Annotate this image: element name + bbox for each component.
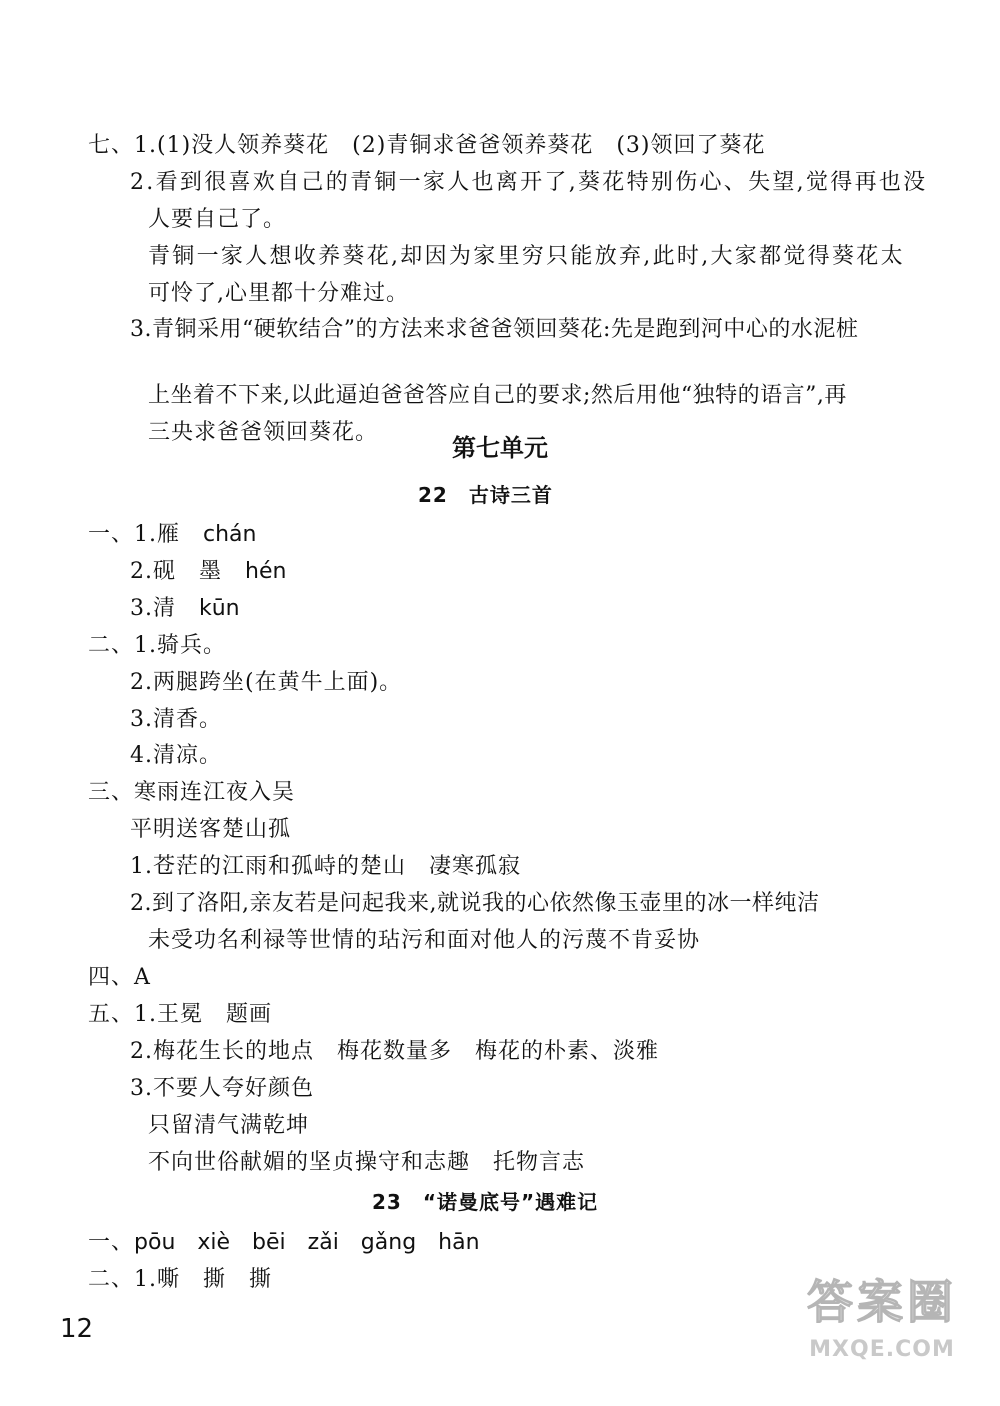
answer-22-3-2: 2.到了洛阳,亲友若是问起我来,就说我的心依然像玉壶里的冰一样纯洁 xyxy=(130,891,820,916)
answer-7-2-para2-cont: 可怜了,心里都十分难过。 xyxy=(148,281,409,306)
page-number: 12 xyxy=(60,1314,94,1344)
pinyin-kun: kūn xyxy=(199,596,240,621)
answer-7-2-cont: 人要自己了。 xyxy=(148,207,287,232)
answer-22-1-2-text: 2.砚 墨 xyxy=(130,559,245,584)
watermark-logo-mark: 答案圈 xyxy=(807,1275,957,1329)
answer-7-1: 七、1.(1)没人领养葵花 (2)青铜求爸爸领养葵花 (3)领回了葵花 xyxy=(88,133,766,158)
answer-22-1-1 xyxy=(88,520,256,550)
answer-22-5-2: 2.梅花生长的地点 梅花数量多 梅花的朴素、淡雅 xyxy=(130,1039,659,1064)
answer-22-5-3-line3: 不向世俗献媚的坚贞操守和志趣 托物言志 xyxy=(148,1150,586,1175)
answer-7-2: 2.看到很喜欢自己的青铜一家人也离开了,葵花特别伤心、失望,觉得再也没 xyxy=(130,170,928,195)
answer-22-2-4: 4.清凉。 xyxy=(130,743,222,768)
lesson-23-title: 23 “诺曼底号”遇难记 xyxy=(372,1190,599,1214)
answer-22-4: 四、A xyxy=(88,965,151,990)
answer-22-3-poem-line2: 平明送客楚山孤 xyxy=(130,817,292,842)
pinyin-chan: chán xyxy=(203,522,257,547)
answer-22-1-3-text: 3.清 xyxy=(130,596,199,621)
pinyin-hen: hén xyxy=(245,559,287,584)
answer-22-2-3: 3.清香。 xyxy=(130,707,222,732)
watermark-logo xyxy=(782,1268,982,1388)
answer-7-3: 3.青铜采用“硬软结合”的方法来求爸爸领回葵花:先是跑到河中心的水泥桩 xyxy=(130,317,859,342)
answer-7-3-end: 三央求爸爸领回葵花。 xyxy=(148,420,379,445)
pinyin-row: pōu xiè bēi zǎi gǎng hān xyxy=(134,1230,480,1255)
answer-22-2-1: 二、1.骑兵。 xyxy=(88,633,226,658)
watermark-url: MXQE.COM xyxy=(809,1337,955,1362)
answer-23-1 xyxy=(88,1228,480,1258)
answer-22-3-1: 1.苍茫的江雨和孤峙的楚山 凄寒孤寂 xyxy=(130,854,521,879)
answer-22-3-2-cont: 未受功名利禄等世情的玷污和面对他人的污蔑不肯妥协 xyxy=(148,928,701,953)
answer-23-2-1: 二、1.嘶 撕 撕 xyxy=(88,1267,272,1292)
answer-22-2-2: 2.两腿跨坐(在黄牛上面)。 xyxy=(130,670,403,695)
answer-22-1-1-text: 一、1.雁 xyxy=(88,522,203,547)
answer-22-3-poem-line1: 三、寒雨连江夜入吴 xyxy=(88,780,296,805)
unit-title: 第七单元 xyxy=(452,434,548,462)
answer-22-1-3 xyxy=(130,594,240,624)
answer-22-5-1: 五、1.王冕 题画 xyxy=(88,1002,272,1027)
answer-7-3-cont: 上坐着不下来,以此逼迫爸爸答应自己的要求;然后用他“独特的语言”,再 xyxy=(148,383,847,408)
answer-7-2-para2: 青铜一家人想收养葵花,却因为家里穷只能放弃,此时,大家都觉得葵花太 xyxy=(148,244,905,269)
answer-23-1-prefix: 一、 xyxy=(88,1230,135,1255)
lesson-22-title: 22 古诗三首 xyxy=(418,483,553,507)
answer-22-5-3: 3.不要人夸好颜色 xyxy=(130,1076,314,1101)
answer-22-5-3-line2: 只留清气满乾坤 xyxy=(148,1113,310,1138)
answer-22-1-2 xyxy=(130,557,286,587)
